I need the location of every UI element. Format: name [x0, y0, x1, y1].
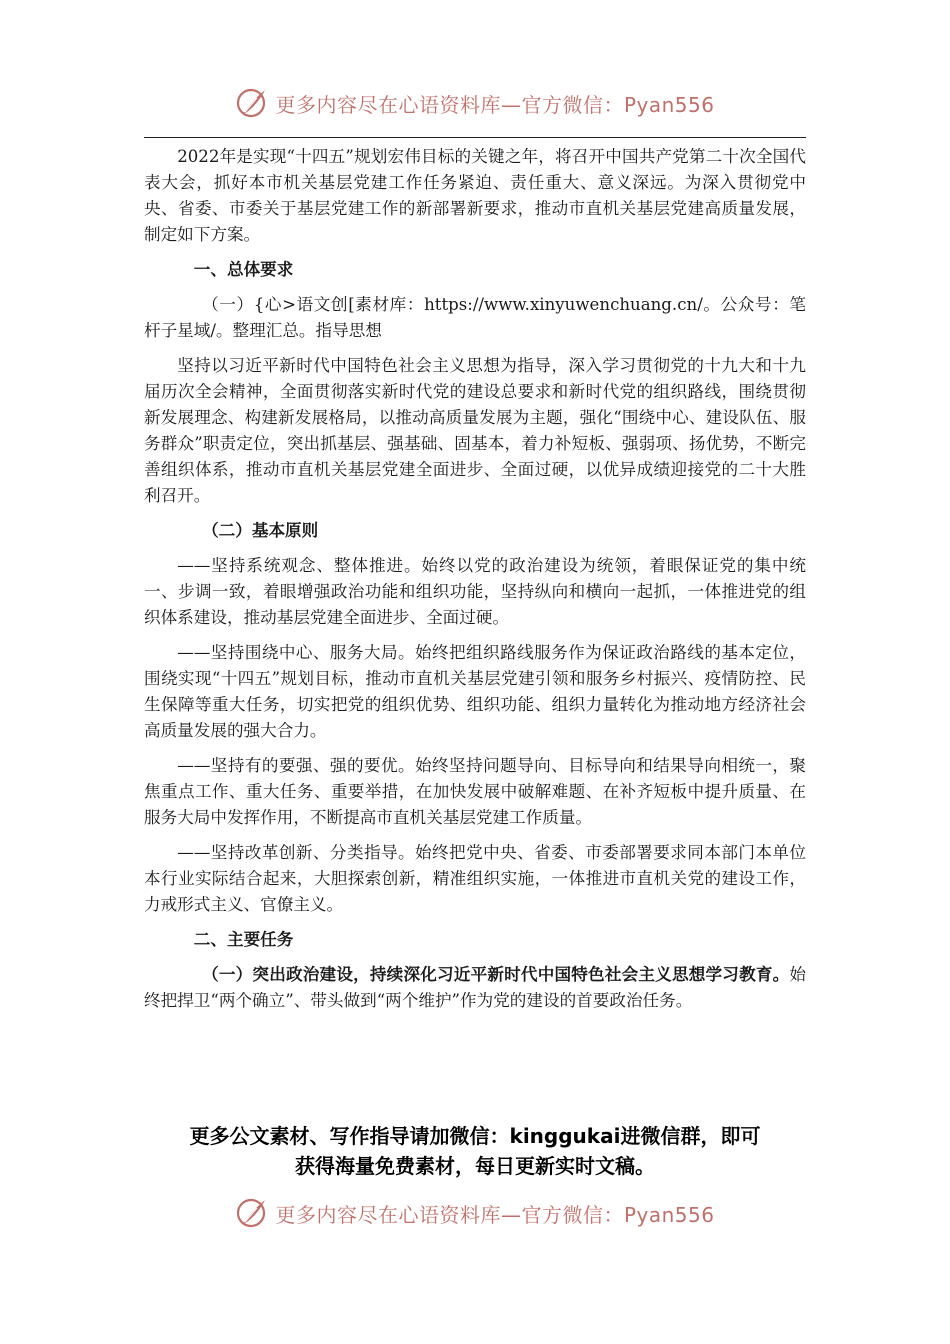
principle-paragraph: ——坚持改革创新、分类指导。始终把党中央、省委、市委部署要求同本部门本单位本行业实际结合起来，大胆探索创新，精准组织实施，一体推进市直机关党的建设工作，力戒形式主义、官僚主义。: [144, 843, 806, 914]
document-body: [144, 144, 806, 1023]
banner-text: 更多内容尽在心语资料库—官方微信：Pyan556: [275, 1202, 715, 1227]
section-heading-main-tasks: 二、主要任务: [193, 930, 294, 949]
promo-notice: [100, 1121, 850, 1181]
task-title: （一）突出政治建设，持续深化习近平新时代中国特色社会主义思想学习教育。: [202, 965, 790, 984]
section-heading-overall-requirements: 一、总体要求: [193, 260, 294, 279]
principle-paragraph: ——坚持有的要强、强的要优。始终坚持问题导向、目标导向和结果导向相统一，聚焦重点工作、重大任务、重要举措，在加快发展中破解难题、在补齐短板中提升质量、在服务大局中发挥作用，不断提高市直机关基层党建工作质量。: [144, 756, 806, 827]
banner-text: 更多内容尽在心语资料库—官方微信：Pyan556: [275, 92, 715, 117]
quill-logo-icon: [235, 1196, 269, 1230]
subsection-basic-principles: （二）基本原则: [202, 521, 319, 540]
quill-logo-icon: [235, 86, 269, 120]
intro-paragraph: 2022年是实现“十四五”规划宏伟目标的关键之年，将召开中国共产党第二十次全国代表大会，抓好本市机关基层党建工作任务紧迫、责任重大、意义深远。为深入贯彻党中央、省委、市委关于基层党建工作的新部署新要求，推动市直机关基层党建高质量发展，制定如下方案。: [144, 147, 806, 244]
footer-banner: [0, 1193, 950, 1233]
principle-paragraph: ——坚持系统观念、整体推进。始终以党的政治建设为统领，着眼保证党的集中统一、步调一致，着眼增强政治功能和组织功能，坚持纵向和横向一起抓，一体推进党的组织体系建设，推动基层党建全面进步、全面过硬。: [144, 556, 806, 627]
subsection-guiding-ideology: （一）{心>语文创[素材库：https://www.xinyuwenchuang.cn/。公众号：笔杆子星域/。整理汇总。指导思想: [144, 295, 806, 340]
promo-line-1: 更多公文素材、写作指导请加微信：kinggukai进微信群，即可: [189, 1124, 761, 1148]
principle-paragraph: ——坚持围绕中心、服务大局。始终把组织路线服务作为保证政治路线的基本定位，围绕实现“十四五”规划目标，推动市直机关基层党建引领和服务乡村振兴、疫情防控、民生保障等重大任务，切实把党的组织优势、组织功能、组织力量转化为推动地方经济社会高质量发展的强大合力。: [144, 643, 806, 740]
task-body: 始终把捍卫“两个确立”、带头做到“两个维护”作为党的建设的首要政治任务。: [144, 965, 806, 1010]
header-banner: [0, 83, 950, 123]
promo-line-2: 获得海量免费素材，每日更新实时文稿。: [295, 1154, 655, 1178]
task-paragraph: [144, 962, 806, 1014]
header-divider: [144, 137, 806, 138]
guiding-ideology-paragraph: 坚持以习近平新时代中国特色社会主义思想为指导，深入学习贯彻党的十九大和十九届历次全会精神，全面贯彻落实新时代党的建设总要求和新时代党的组织路线，围绕贯彻新发展理念、构建新发展格局，以推动高质量发展为主题，强化“围绕中心、建设队伍、服务群众”职责定位，突出抓基层、强基础、固基本，着力补短板、强弱项、扬优势，不断完善组织体系，推动市直机关基层党建全面进步、全面过硬，以优异成绩迎接党的二十大胜利召开。: [144, 356, 806, 505]
